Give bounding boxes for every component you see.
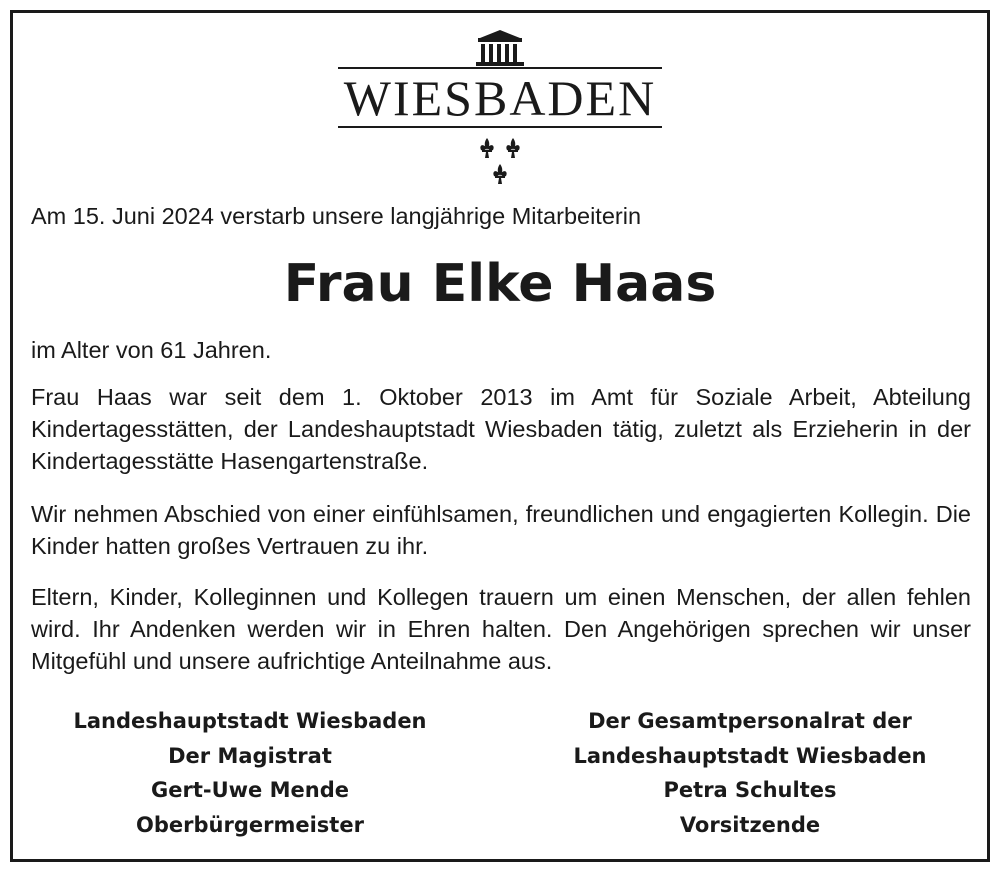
signature-line: Landeshauptstadt Wiesbaden xyxy=(73,709,427,733)
fleur-de-lis-icon xyxy=(0,26,1000,194)
age-line: im Alter von 61 Jahren. xyxy=(31,337,272,363)
signatory-title: Oberbürgermeister xyxy=(136,812,364,837)
signatory-name: Petra Schultes xyxy=(663,778,837,802)
logo-wordmark: WIESBADEN xyxy=(343,70,657,126)
signature-block-city xyxy=(30,704,470,842)
wiesbaden-logo xyxy=(0,26,1000,194)
paragraph-condolence: Eltern, Kinder, Kolleginnen und Kollegen trauern um einen Menschen, der allen fehlen wird. Ihr Andenken werden wir in Ehren halten. Den Angehörigen sprechen wir unser Mitgefühl und unsere aufrichtige Anteilnahme aus. xyxy=(31,584,971,674)
notice-intro: Am 15. Juni 2024 verstarb unsere langjährige Mitarbeiterin xyxy=(31,203,642,229)
signature-line: Landeshauptstadt Wiesbaden xyxy=(573,743,927,768)
paragraph-farewell: Wir nehmen Abschied von einer einfühlsamen, freundlichen und engagierten Kollegin. Die Kinder hatten großes Vertrauen zu ihr. xyxy=(31,501,971,559)
signatory-name: Gert-Uwe Mende xyxy=(151,778,349,802)
signature-block-staff-council xyxy=(530,704,970,842)
signatory-title: Vorsitzende xyxy=(679,812,821,837)
signature-line: Der Gesamtpersonalrat der xyxy=(588,709,912,733)
signature-line: Der Magistrat xyxy=(168,743,332,768)
paragraph-employment: Frau Haas war seit dem 1. Oktober 2013 im Amt für Soziale Arbeit, Abteilung Kindertagesstätten, der Landeshauptstadt Wiesbaden tätig, zuletzt als Erzieherin in der Kindertagesstätte Hasengartenstraße. xyxy=(31,384,971,474)
deceased-name: Frau Elke Haas xyxy=(283,254,717,314)
